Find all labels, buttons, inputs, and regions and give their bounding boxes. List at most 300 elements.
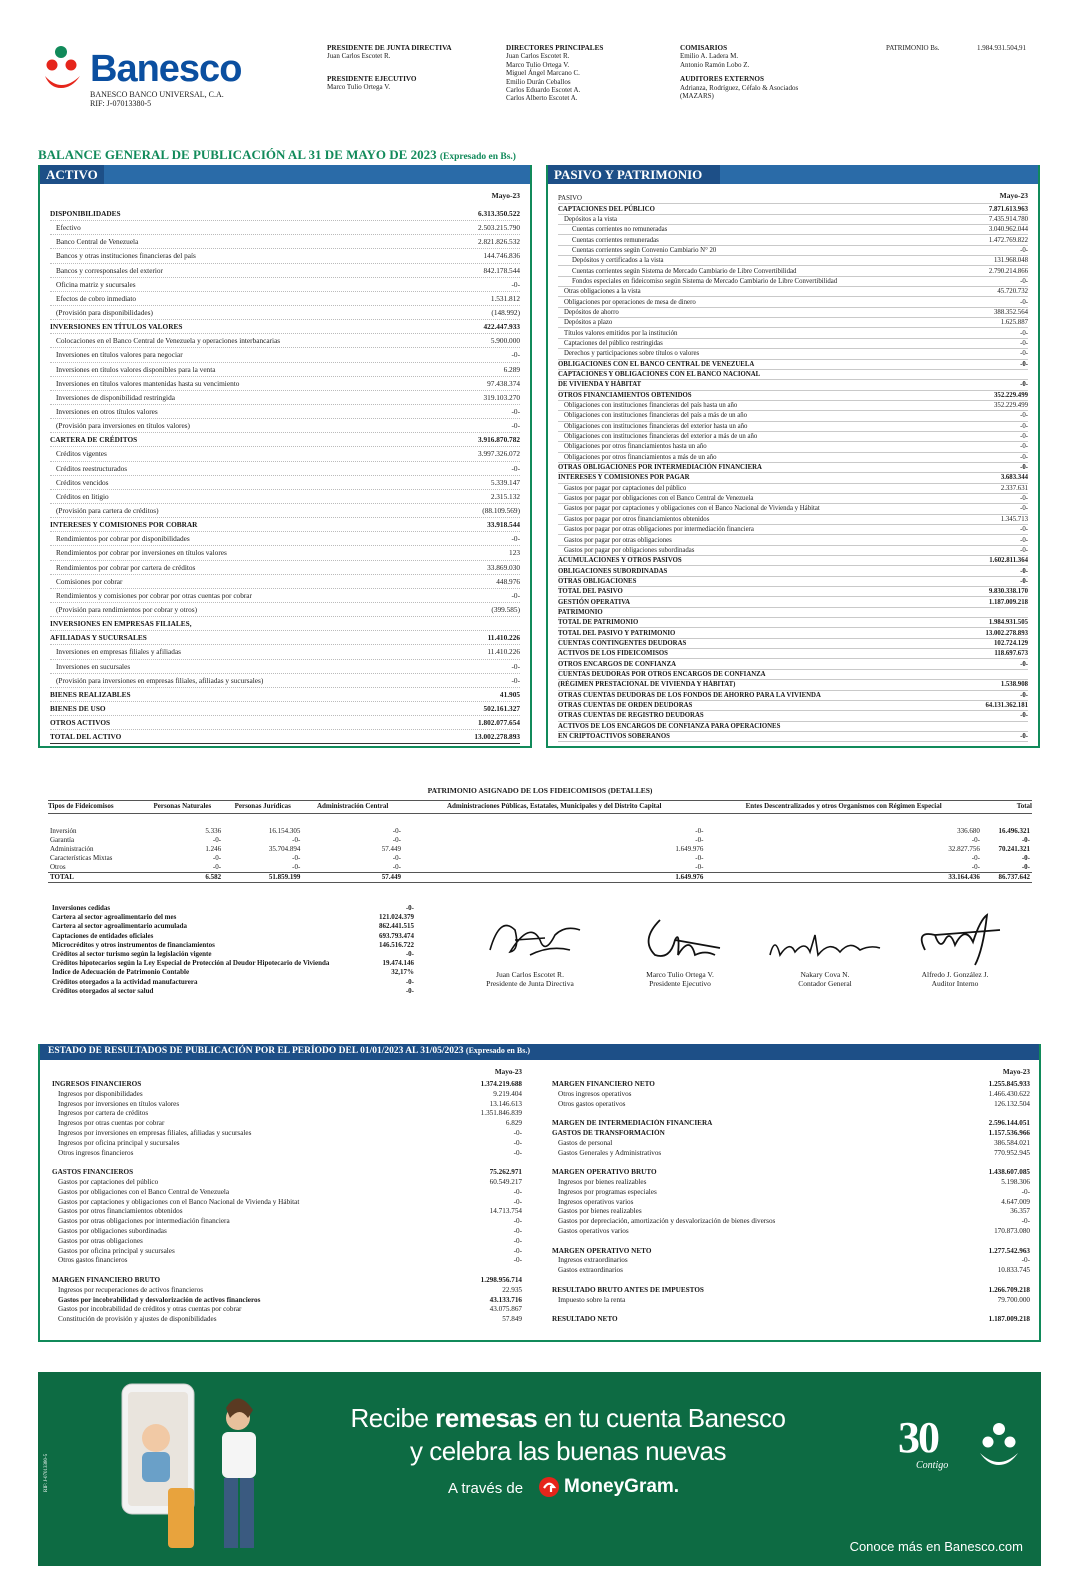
- pasivo-col-label: Mayo-23: [999, 191, 1028, 200]
- fideicomisos-cell: -0-: [292, 854, 301, 863]
- activo-value: -0-: [511, 661, 520, 671]
- auditores-title: AUDITORES EXTERNOS: [680, 75, 764, 84]
- activo-row: [50, 631, 520, 645]
- resultado-label: Gastos por incobrabilidad y desvalorización de activos financieros: [58, 1295, 261, 1304]
- fideicomisos-cell: 57.449: [381, 845, 401, 854]
- resultado-row: [52, 1305, 522, 1315]
- pasivo-value: 3.040.962.044: [988, 226, 1028, 234]
- fideicomisos-cell: Características Mixtas: [50, 854, 113, 863]
- activo-row: [50, 363, 520, 377]
- pasivo-row: [558, 287, 1028, 297]
- resultados-left: [52, 1062, 522, 1325]
- ad-link[interactable]: Conoce más en Banesco.com: [849, 1539, 1023, 1554]
- resultado-value: -0-: [513, 1138, 522, 1147]
- pasivo-row: [558, 597, 1028, 607]
- pasivo-value: -0-: [1020, 433, 1028, 441]
- resultado-label: Ingresos por disponibilidades: [58, 1089, 143, 1098]
- fideicomisos-cell: Otros: [50, 863, 66, 872]
- resultado-value: -0-: [513, 1197, 522, 1206]
- resultado-row: [552, 1276, 1030, 1286]
- banesco-people-icon: [42, 44, 92, 94]
- pasivo-row: [558, 587, 1028, 597]
- pasivo-label: Obligaciones con instituciones financieras del país a más de un año: [564, 412, 748, 420]
- director-name: Juan Carlos Escotet R.: [506, 52, 570, 61]
- resultado-row: [552, 1139, 1030, 1149]
- pasivo-value: -0-: [1020, 339, 1028, 347]
- fideicomisos-cell: 16.154.305: [268, 827, 301, 836]
- resultado-value: -0-: [513, 1148, 522, 1157]
- resultado-label: Gastos por otras obligaciones: [58, 1236, 143, 1245]
- activo-row: [50, 674, 520, 688]
- moneygram-brand: [538, 1476, 679, 1498]
- activo-value: 3.997.326.072: [478, 449, 520, 459]
- director-name: Emilio Durán Ceballos: [506, 77, 571, 86]
- fideicomisos-cell: -0-: [212, 863, 222, 872]
- pasivo-label: Gastos por pagar por obligaciones subordinadas: [564, 546, 695, 554]
- pasivo-label: OBLIGACIONES SUBORDINADAS: [558, 567, 668, 575]
- pasivo-label: TOTAL DEL PASIVO Y PATRIMONIO: [558, 629, 676, 637]
- activo-label: OTROS ACTIVOS: [50, 718, 111, 728]
- pasivo-value: -0-: [1020, 577, 1028, 585]
- pasivo-label: Títulos valores emitidos por la institución: [564, 329, 678, 337]
- pasivo-value: 102.724.129: [994, 639, 1028, 647]
- pasivo-label: OTRAS OBLIGACIONES: [558, 577, 637, 585]
- ad-line1-bold: remesas: [435, 1403, 538, 1433]
- resultado-value: 170.873.080: [994, 1226, 1030, 1235]
- pasivo-label: Gastos por pagar por captaciones y obligaciones con el Banco Nacional de Vivienda y Hábitat: [564, 505, 820, 513]
- activo-value: 6.289: [503, 364, 520, 374]
- pasivo-value: 352.229.499: [994, 391, 1028, 399]
- resultado-label: MARGEN OPERATIVO BRUTO: [552, 1168, 657, 1177]
- pasivo-value: -0-: [1020, 464, 1028, 472]
- resultados-right-col: Mayo-23: [1002, 1068, 1030, 1076]
- pasivo-row: [558, 391, 1028, 401]
- resultado-value: 75.262.971: [489, 1168, 522, 1177]
- activo-value: 2.503.215.790: [478, 223, 520, 233]
- pasivo-label: Otras obligaciones a la vista: [564, 288, 641, 296]
- resultado-row: [52, 1227, 522, 1237]
- resultado-row: [52, 1080, 522, 1090]
- pasivo-label: Derechos y participaciones sobre títulos o valores: [564, 350, 700, 358]
- indicator-value: 862.441.515: [379, 922, 414, 931]
- activo-label: Inversiones en títulos valores para negociar: [56, 350, 183, 360]
- signature-2-role: Presidente Ejecutivo: [649, 979, 711, 988]
- pasivo-row: [558, 484, 1028, 494]
- pasivo-row: [558, 339, 1028, 349]
- resultado-row: [552, 1237, 1030, 1247]
- activo-label: Efectos de cobro inmediato: [56, 293, 137, 303]
- activo-label: INVERSIONES EN EMPRESAS FILIALES,: [50, 619, 192, 629]
- fideicomisos-cell: Inversión: [50, 827, 77, 836]
- activo-row: [50, 221, 520, 235]
- resultado-value: [432, 1158, 522, 1168]
- signature-2-name: Marco Tulio Ortega V.: [646, 970, 714, 979]
- pasivo-panel: [546, 165, 1040, 748]
- indicator-row: [52, 978, 414, 987]
- pasivo-value: -0-: [1020, 329, 1028, 337]
- activo-label: Rendimientos por cobrar por cartera de créditos: [56, 562, 196, 572]
- pasivo-row: [558, 628, 1028, 638]
- resultados-left-rows: [52, 1080, 522, 1325]
- resultado-value: 1.438.607.085: [988, 1168, 1030, 1177]
- signature-block-3: [755, 910, 895, 988]
- fideicomisos-cell: -0-: [695, 854, 704, 863]
- indicator-row: [52, 904, 414, 913]
- indicator-label: Créditos al sector turismo según la legislación vigente: [52, 949, 212, 958]
- activo-row: [50, 532, 520, 546]
- resultado-row: [552, 1080, 1030, 1090]
- pasivo-value: 388.352.564: [994, 308, 1028, 316]
- activo-label: TOTAL DEL ACTIVO: [50, 732, 122, 742]
- activo-label: INTERESES Y COMISIONES POR COBRAR: [50, 520, 198, 530]
- resultado-row: [52, 1129, 522, 1139]
- pasivo-row: [558, 401, 1028, 411]
- pasivo-row: [558, 732, 1028, 742]
- director-name: Carlos Eduardo Escotet A.: [506, 86, 581, 95]
- resultado-value: -0-: [513, 1246, 522, 1255]
- fideicomisos-table: [48, 800, 1032, 883]
- indicator-row: [52, 913, 414, 922]
- patrimonio-label: PATRIMONIO Bs.: [886, 44, 940, 52]
- resultado-row: [552, 1129, 1030, 1139]
- resultado-value: 1.466.430.622: [988, 1089, 1030, 1098]
- pasivo-label: Obligaciones con instituciones financieras del país hasta un año: [564, 402, 738, 410]
- fideicomisos-total-cell: 33.164.436: [705, 873, 981, 883]
- pasivo-row: [558, 463, 1028, 473]
- resultado-row: [52, 1168, 522, 1178]
- fideicomisos-cell: -0-: [392, 827, 401, 836]
- pasivo-row: [558, 494, 1028, 504]
- pasivo-value: -0-: [1020, 712, 1028, 720]
- resultado-row: [52, 1266, 522, 1276]
- pasivo-row: [558, 256, 1028, 266]
- activo-label: Efectivo: [56, 223, 81, 233]
- fideicomisos-cell: -0-: [1021, 836, 1030, 845]
- resultado-value: -0-: [513, 1226, 522, 1235]
- activo-row: [50, 447, 520, 461]
- pasivo-row: [558, 566, 1028, 576]
- activo-header: [40, 165, 530, 184]
- resultado-value: [940, 1305, 1030, 1315]
- directors-column: [506, 44, 603, 103]
- activo-value: 5.339.147: [490, 477, 520, 487]
- pasivo-row: [558, 556, 1028, 566]
- resultado-value: 79.700.000: [997, 1295, 1030, 1304]
- indicator-label: Cartera al sector agroalimentario del mes: [52, 913, 177, 922]
- pasivo-value: -0-: [1020, 443, 1028, 451]
- pasivo-row: [558, 546, 1028, 556]
- activo-value: 5.900.000: [490, 336, 520, 346]
- activo-value: -0-: [511, 534, 520, 544]
- activo-value: 319.103.270: [483, 392, 520, 402]
- activo-label: BIENES REALIZABLES: [50, 689, 131, 699]
- resultado-value: [940, 1237, 1030, 1247]
- pasivo-row: [558, 670, 1028, 680]
- indicator-label: Créditos otorgados a la actividad manufacturera: [52, 977, 198, 986]
- ad-line1-pre: Recibe: [350, 1403, 436, 1433]
- ad-headline: [308, 1402, 828, 1468]
- fideicomisos-col-header: Personas Jurídicas: [223, 801, 302, 814]
- pasivo-row: [558, 577, 1028, 587]
- pasivo-label: ACTIVOS DE LOS ENCARGOS DE CONFIANZA PARA OPERACIONES: [558, 722, 781, 730]
- page-title: [38, 147, 516, 163]
- pasivo-row: [558, 659, 1028, 669]
- resultado-label: RESULTADO NETO: [552, 1315, 618, 1324]
- moneygram-label: MoneyGram.: [564, 1476, 680, 1497]
- resultados-right-rows: [552, 1080, 1030, 1325]
- pasivo-row: [558, 711, 1028, 721]
- patrimonio-header: [886, 44, 1026, 52]
- fideicomisos-cell: -0-: [392, 854, 401, 863]
- indicator-value: 146.516.722: [379, 940, 414, 949]
- resultado-row: [52, 1139, 522, 1149]
- resultado-value: 9.219.404: [493, 1089, 522, 1098]
- signature-3-role: Contador General: [798, 979, 852, 988]
- pasivo-label: Gastos por pagar por otras obligaciones: [564, 536, 672, 544]
- resultado-label: Ingresos por recuperaciones de activos financieros: [58, 1285, 204, 1294]
- signature-4-name: Alfredo J. González J.: [921, 970, 989, 979]
- fideicomisos-cell: 70.241.321: [998, 845, 1030, 854]
- resultado-value: -0-: [1021, 1256, 1030, 1265]
- activo-row: [50, 207, 520, 221]
- pasivo-row: [558, 618, 1028, 628]
- resultado-value: 13.146.613: [489, 1099, 522, 1108]
- resultado-value: 6.829: [505, 1119, 522, 1128]
- president-exec-title: PRESIDENTE EJECUTIVO: [327, 74, 417, 83]
- resultado-value: 43.133.716: [489, 1295, 522, 1304]
- activo-col-header: [50, 191, 520, 200]
- fideicomisos-col-header: Total: [982, 801, 1032, 814]
- activo-value: -0-: [511, 675, 520, 685]
- comisario-2: Antonio Ramón Lobo Z.: [680, 60, 750, 69]
- fideicomisos-row: [48, 845, 1032, 854]
- resultado-value: 10.833.745: [997, 1266, 1030, 1275]
- pasivo-value: -0-: [1020, 660, 1028, 668]
- pasivo-row: [558, 525, 1028, 535]
- pasivo-value: 352.229.499: [994, 402, 1028, 410]
- president-exec-name: Marco Tulio Ortega V.: [327, 83, 391, 92]
- pasivo-label: OTRAS CUENTAS DE REGISTRO DEUDORAS: [558, 712, 704, 720]
- fideicomisos-cell: Garantía: [50, 836, 75, 845]
- anniversary-badge: 30: [898, 1413, 938, 1462]
- pasivo-label: OBLIGACIONES CON EL BANCO CENTRAL DE VENEZUELA: [558, 360, 755, 368]
- pasivo-value: -0-: [1020, 453, 1028, 461]
- activo-row: [50, 278, 520, 292]
- resultado-label: Otros ingresos operativos: [558, 1089, 632, 1098]
- activo-value: 448.976: [496, 576, 520, 586]
- activo-row: [50, 716, 520, 730]
- pasivo-label: Cuentas corrientes no remuneradas: [572, 226, 668, 234]
- activo-label: INVERSIONES EN TÍTULOS VALORES: [50, 322, 183, 332]
- resultado-row: [552, 1247, 1030, 1257]
- pasivo-label: TOTAL DEL PASIVO: [558, 588, 623, 596]
- pasivo-value: -0-: [1020, 567, 1028, 575]
- pasivo-row: [558, 639, 1028, 649]
- pasivo-label: Obligaciones por otros financiamientos a más de un año: [564, 453, 717, 461]
- resultado-label: Gastos de personal: [558, 1138, 613, 1147]
- pasivo-value: -0-: [1020, 277, 1028, 285]
- indicator-label: Captaciones de entidades oficiales: [52, 931, 154, 940]
- pasivo-value: 1.602.811.364: [989, 557, 1028, 565]
- pasivo-value: 131.968.048: [994, 257, 1028, 265]
- activo-row: [50, 306, 520, 320]
- comisarios-column: [680, 44, 798, 100]
- resultado-row: [552, 1158, 1030, 1168]
- pasivo-label: Obligaciones con instituciones financieras del exterior a más de un año: [564, 433, 758, 441]
- activo-row: [50, 702, 520, 716]
- activo-value: 2.315.132: [490, 491, 520, 501]
- pasivo-label: CAPTACIONES DEL PÚBLICO: [558, 205, 655, 213]
- fideicomisos-row: [48, 836, 1032, 845]
- resultado-row: [552, 1286, 1030, 1296]
- activo-value: 6.313.350.522: [478, 209, 520, 219]
- resultados-title: ESTADO DE RESULTADOS DE PUBLICACIÓN POR EL PERÍODO DEL 01/01/2023 AL 31/05/2023: [48, 1046, 464, 1056]
- resultado-value: 60.549.217: [489, 1177, 522, 1186]
- pasivo-label: Cuentas corrientes según Convenio Cambiario N° 20: [572, 246, 717, 254]
- activo-value: 3.916.870.782: [478, 435, 520, 445]
- indicator-value: 693.793.474: [379, 931, 414, 940]
- activo-label: (Provisión para disponibilidades): [56, 308, 153, 318]
- anniversary-sub: Contigo: [916, 1460, 949, 1471]
- director-name: Marco Tulio Ortega V.: [506, 60, 570, 69]
- pasivo-value: -0-: [1020, 422, 1028, 430]
- pasivo-row: [558, 277, 1028, 287]
- resultado-row: [52, 1276, 522, 1286]
- fideicomisos-total-cell: 1.649.976: [403, 873, 705, 883]
- resultado-row: [52, 1178, 522, 1188]
- fideicomisos-cell: -0-: [212, 854, 222, 863]
- fideicomisos-title: PATRIMONIO ASIGNADO DE LOS FIDEICOMISOS (DETALLES): [427, 786, 653, 795]
- activo-label: Inversiones en títulos valores disponibles para la venta: [56, 364, 216, 374]
- banesco-white-icon: [974, 1418, 1024, 1474]
- president-board-title: PRESIDENTE DE JUNTA DIRECTIVA: [327, 44, 452, 52]
- pasivo-value: -0-: [1020, 350, 1028, 358]
- resultado-value: 1.266.709.218: [988, 1285, 1030, 1294]
- signature-3-icon: [760, 910, 890, 968]
- fideicomisos-spacer: [48, 813, 1032, 827]
- fideicomisos-total-cell: 51.859.199: [223, 873, 302, 883]
- activo-row: [50, 405, 520, 419]
- resultado-row: [52, 1119, 522, 1129]
- pasivo-row: [558, 370, 1028, 380]
- pasivo-row: [558, 442, 1028, 452]
- resultado-value: 57.849: [502, 1315, 522, 1324]
- indicator-row: [52, 941, 414, 950]
- resultado-label: Ingresos por inversiones en títulos valores: [58, 1099, 180, 1108]
- activo-row: [50, 490, 520, 504]
- pasivo-label: Cuentas corrientes remuneradas: [572, 236, 659, 244]
- resultado-row: [552, 1198, 1030, 1208]
- activo-label: (Provisión para inversiones en empresas filiales, afiliadas y sucursales): [56, 675, 264, 685]
- fideicomisos-cell: -0-: [695, 863, 704, 872]
- fideicomisos-row: [48, 854, 1032, 863]
- pasivo-label: Depósitos a plazo: [564, 319, 613, 327]
- fideicomisos-cell: 1.649.976: [675, 845, 704, 854]
- resultado-row: [552, 1296, 1030, 1306]
- activo-label: AFILIADAS Y SUCURSALES: [50, 633, 147, 643]
- activo-row: [50, 589, 520, 603]
- activo-value: -0-: [511, 590, 520, 600]
- resultado-label: Gastos por otras obligaciones por intermediación financiera: [58, 1217, 230, 1226]
- resultado-label: Ingresos por otras cuentas por cobrar: [58, 1119, 165, 1128]
- auditor-1: Adrianza, Rodríguez, Céfalo & Asociados: [680, 83, 799, 92]
- pasivo-label: Obligaciones por otros financiamientos hasta un año: [564, 443, 707, 451]
- pasivo-row: [558, 215, 1028, 225]
- resultado-row: [52, 1237, 522, 1247]
- signature-3-name: Nakary Cova N.: [800, 970, 850, 979]
- resultado-row: [52, 1217, 522, 1227]
- resultado-label: Ingresos por cartera de créditos: [58, 1109, 149, 1118]
- fideicomisos-col-header: Administración Central: [302, 801, 403, 814]
- resultado-value: -0-: [513, 1217, 522, 1226]
- remesas-ad-banner[interactable]: [38, 1372, 1041, 1566]
- resultado-label: RESULTADO BRUTO ANTES DE IMPUESTOS: [552, 1285, 704, 1294]
- activo-row: [50, 476, 520, 490]
- activo-row: [50, 518, 520, 532]
- fideicomisos-cell: 35.704.894: [268, 845, 301, 854]
- resultado-value: -0-: [513, 1236, 522, 1245]
- resultado-row: [52, 1100, 522, 1110]
- activo-label: Rendimientos y comisiones por cobrar por otras cuentas por cobrar: [56, 590, 252, 600]
- bank-info: [90, 90, 224, 108]
- activo-label: CARTERA DE CRÉDITOS: [50, 435, 138, 445]
- pasivo-row: [558, 235, 1028, 245]
- resultado-value: 4.647.009: [1001, 1197, 1030, 1206]
- activo-value: (88.109.569): [482, 506, 520, 516]
- pasivo-row: [558, 691, 1028, 701]
- pasivo-label: OTRAS OBLIGACIONES POR INTERMEDIACIÓN FINANCIERA: [558, 464, 762, 472]
- resultado-row: [552, 1178, 1030, 1188]
- pasivo-value: 1.538.908: [1000, 681, 1028, 689]
- fideicomisos-cell: -0-: [971, 836, 980, 845]
- title-text: BALANCE GENERAL DE PUBLICACIÓN AL 31 DE MAYO DE 2023: [38, 147, 437, 162]
- activo-row: [50, 617, 520, 631]
- auditor-2: (MAZARS): [680, 92, 714, 101]
- resultado-value: 386.584.021: [994, 1138, 1030, 1147]
- resultado-row: [552, 1266, 1030, 1276]
- pasivo-row: [558, 349, 1028, 359]
- resultado-row: [552, 1188, 1030, 1198]
- indicator-value: -0-: [405, 986, 414, 995]
- resultado-row: [52, 1207, 522, 1217]
- pasivo-label: ACTIVOS DE LOS FIDEICOMISOS: [558, 650, 668, 658]
- pasivo-label: OTRAS CUENTAS DE ORDEN DEUDORAS: [558, 702, 693, 710]
- resultado-label: Gastos por captaciones y obligaciones con el Banco Nacional de Vivienda y Hábitat: [58, 1197, 300, 1206]
- resultado-row: [552, 1227, 1030, 1237]
- fideicomisos-cell: -0-: [971, 863, 980, 872]
- pasivo-label: (RÉGIMEN PRESTACIONAL DE VIVIENDA Y HÁBITAT): [558, 681, 736, 689]
- signature-4-icon: [895, 910, 1015, 968]
- indicator-value: 121.024.379: [379, 913, 414, 922]
- comisarios-title: COMISARIOS: [680, 44, 728, 52]
- pasivo-label: CUENTAS DEUDORAS POR OTROS ENCARGOS DE CONFIANZA: [558, 670, 766, 678]
- pasivo-row: [558, 380, 1028, 390]
- activo-value: 33.918.544: [487, 520, 520, 530]
- pasivo-label: OTRAS CUENTAS DEUDORAS DE LOS FONDOS DE AHORRO PARA LA VIVIENDA: [558, 691, 821, 699]
- pasivo-row: [558, 360, 1028, 370]
- resultado-value: -0-: [513, 1128, 522, 1137]
- pasivo-value: 1.984.931.505: [988, 619, 1028, 627]
- activo-label: Rendimientos por cobrar por inversiones en títulos valores: [56, 548, 227, 558]
- activo-col-label: Mayo-23: [491, 191, 520, 200]
- resultado-label: Otros gastos financieros: [58, 1256, 128, 1265]
- fideicomisos-cell: 16.496.321: [998, 827, 1030, 836]
- pasivo-label: CUENTAS CONTINGENTES DEUDORAS: [558, 639, 687, 647]
- resultado-row: [52, 1149, 522, 1159]
- fideicomisos-body: [48, 813, 1032, 883]
- activo-value: 33.869.030: [487, 562, 520, 572]
- signature-block-2: [610, 910, 750, 988]
